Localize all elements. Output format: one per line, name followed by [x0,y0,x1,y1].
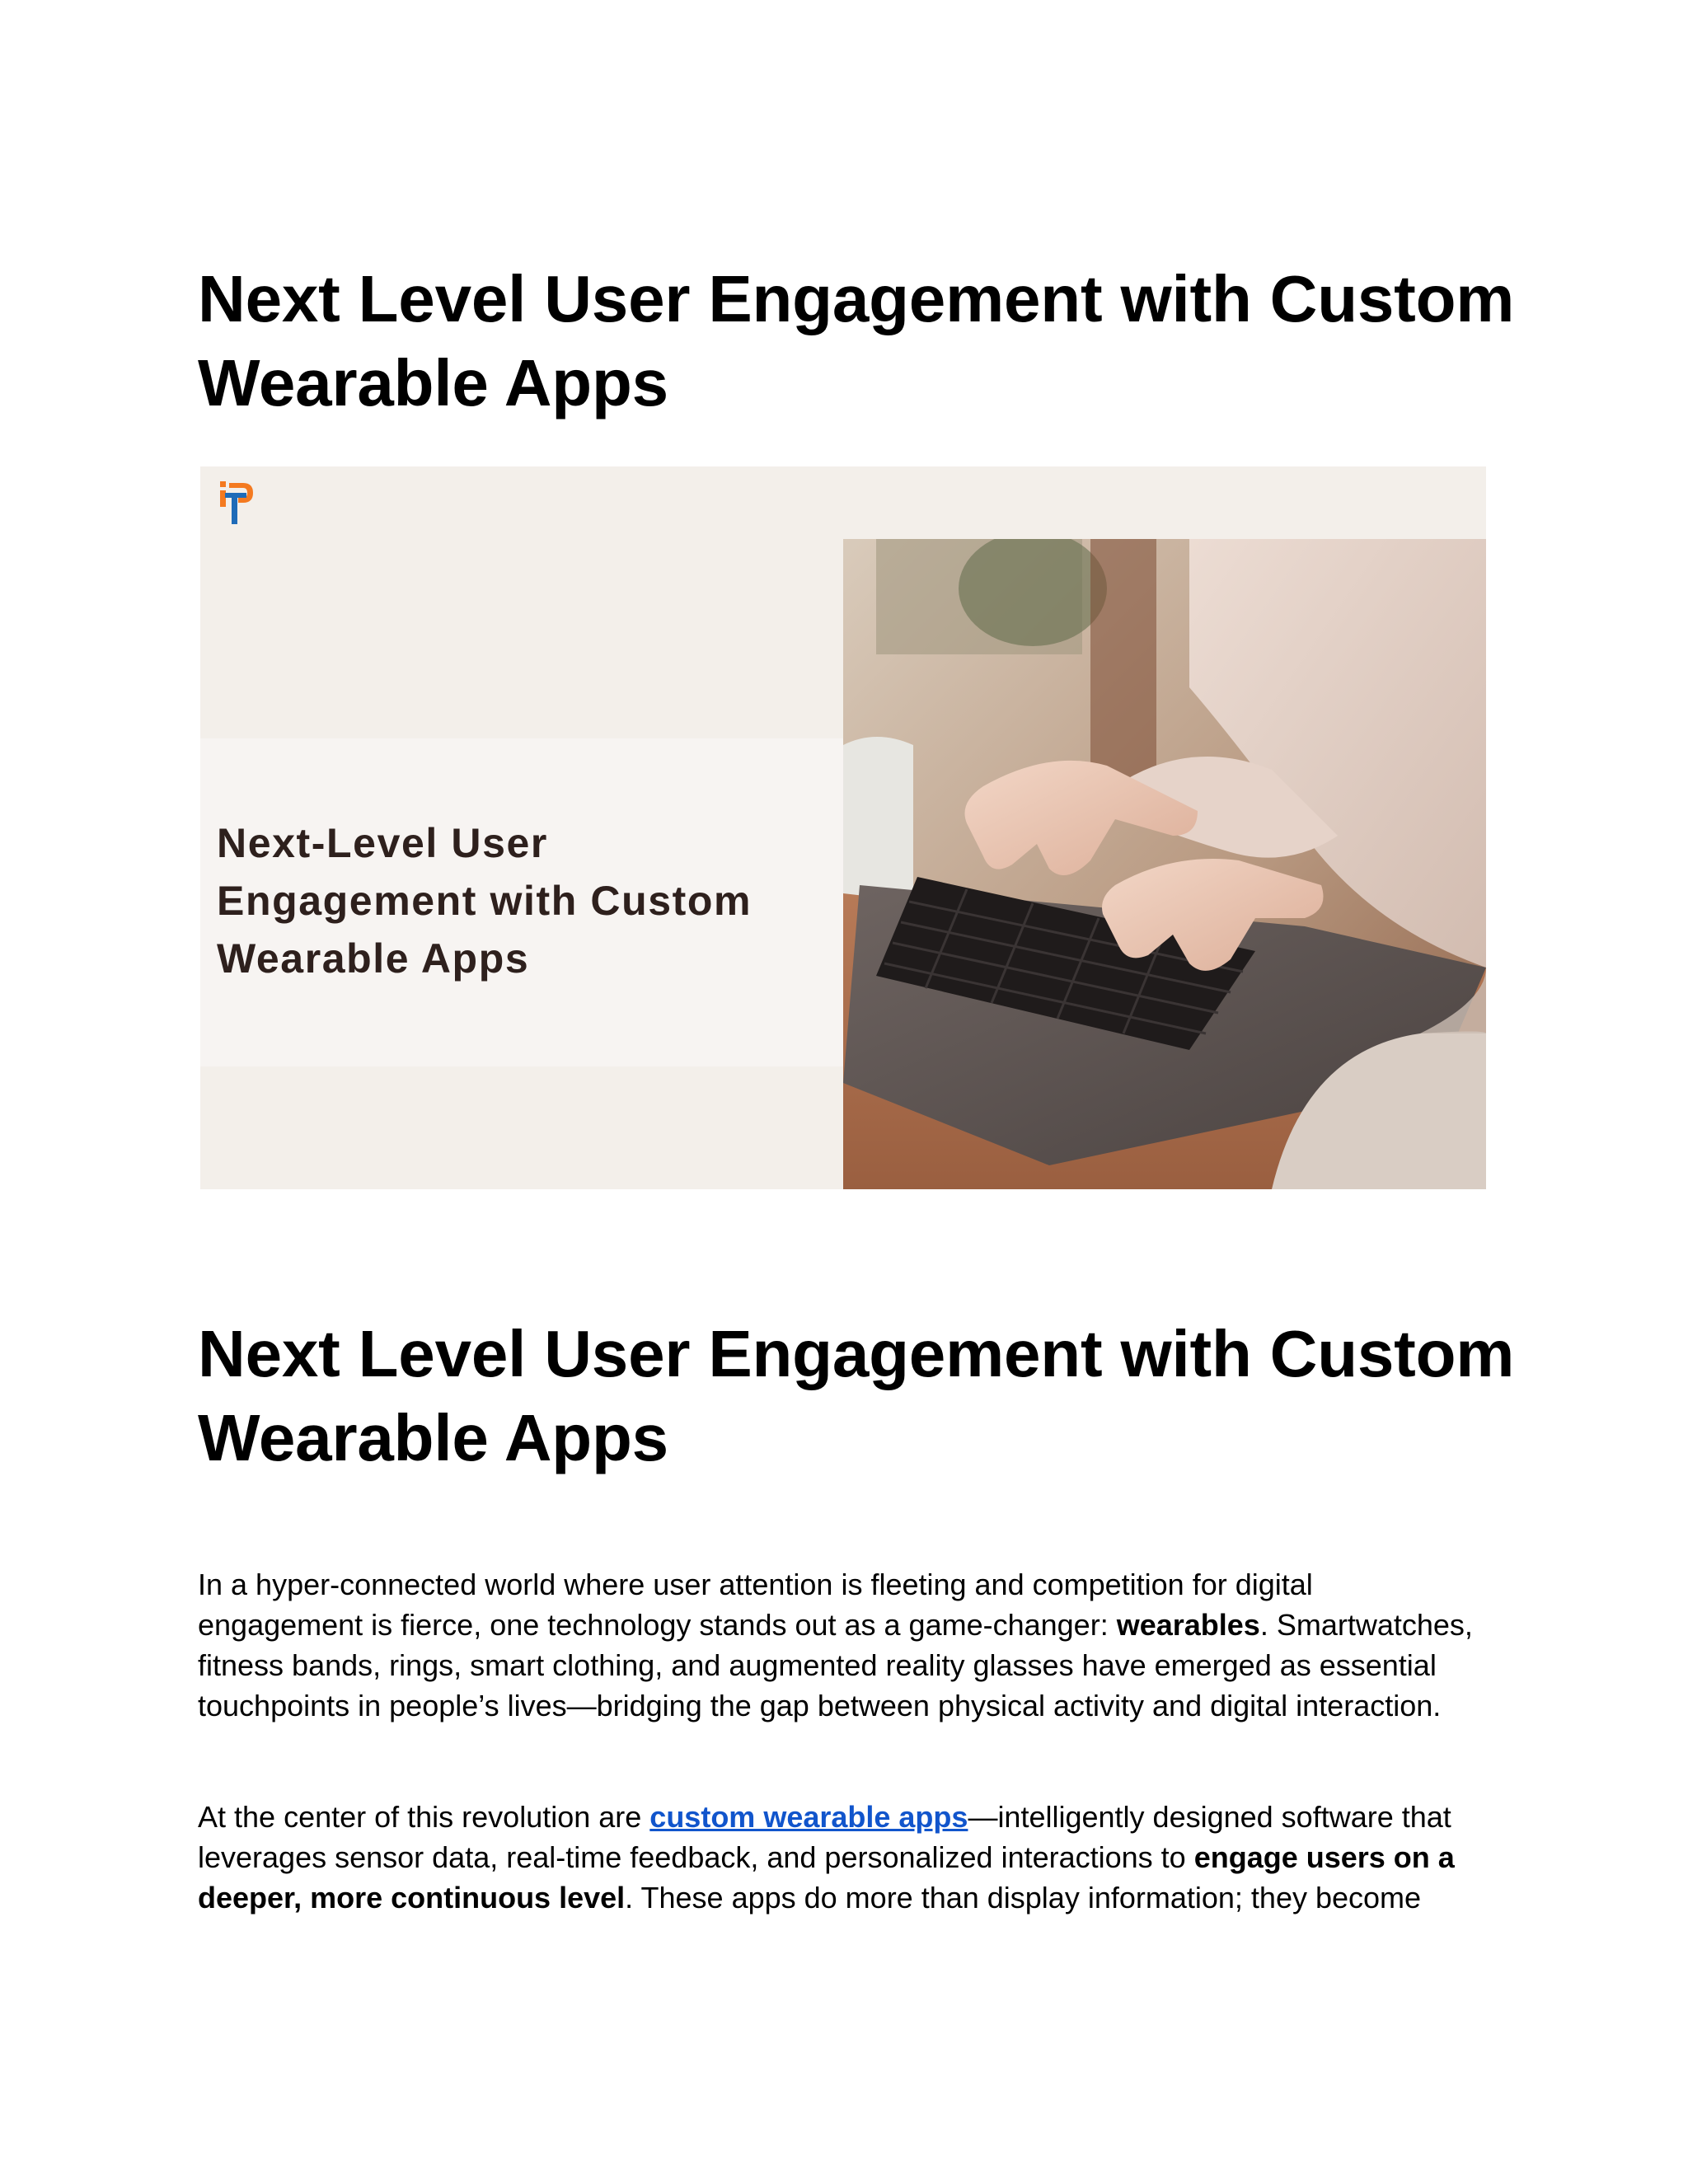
paragraph-text: . These apps do more than display information; they become [625,1881,1422,1915]
hands-typing-on-laptop-photo [843,539,1486,1189]
document-title: Next Level User Engagement with Custom Wearable Apps [198,262,1515,419]
ip-logo-icon [218,480,255,526]
paragraph-text: . Smartwatches, fitness bands, rings, smart clothing, and augmented reality glasses have emerged as essential touchpoints in people’s lives—bridging the gap between physical activity and digital interaction. [198,1608,1473,1722]
banner-text-panel [200,738,843,1066]
banner-heading [217,814,810,987]
paragraph-text: At the center of this revolution are [198,1800,650,1834]
banner-heading-line: Next-Level User [217,820,548,866]
hero-banner-image [200,466,1486,1189]
section-heading: Next Level User Engagement with Custom Wearable Apps [198,1317,1515,1474]
body-paragraph [198,1797,1484,1918]
paragraph-bold-text: wearables [1116,1608,1260,1642]
banner-heading-line: Wearable Apps [217,935,530,982]
paragraph-bold-text: engage users on a deeper, more continuous level [198,1840,1455,1915]
custom-wearable-apps-link[interactable]: custom wearable apps [649,1800,968,1834]
banner-heading-line: Engagement with Custom [217,878,753,924]
paragraph-text: In a hyper-connected world where user attention is fleeting and competition for digital engagement is fierce, one technology stands out as a game-changer: [198,1568,1313,1642]
paragraph-text: —intelligently designed software that leverages sensor data, real-time feedback, and personalized interactions to [198,1800,1451,1874]
intro-paragraph [198,1564,1484,1726]
